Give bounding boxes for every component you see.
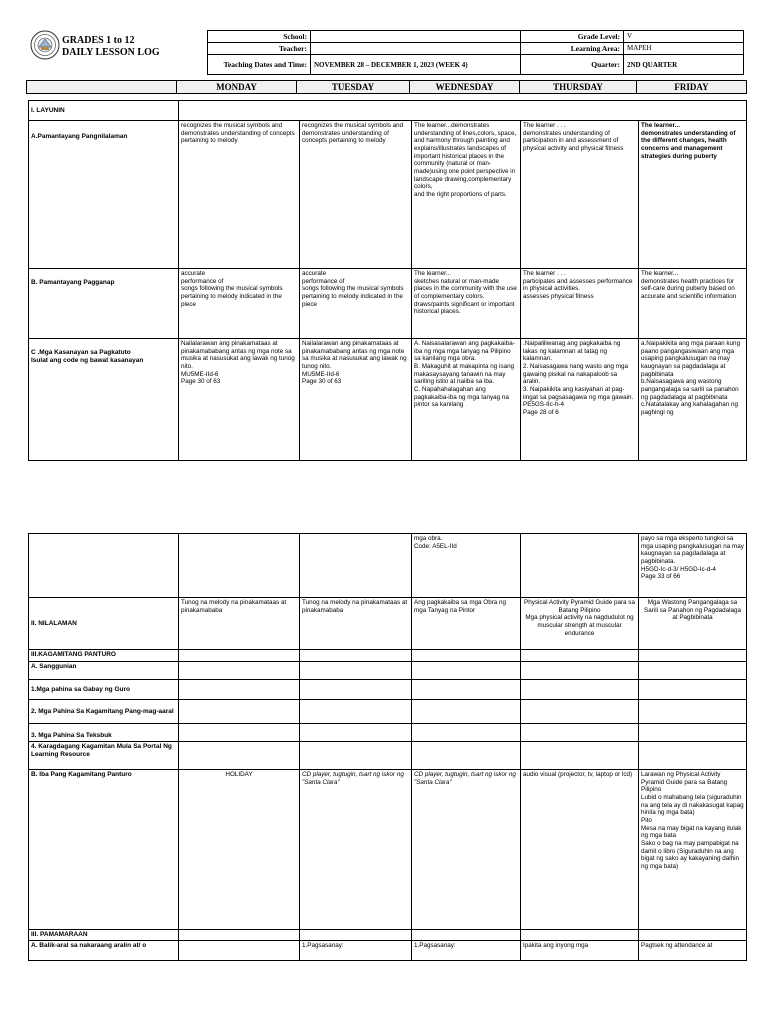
quarter-label: Quarter:: [521, 55, 624, 75]
pamamaraan-thursday: [521, 930, 639, 941]
kagamitan-thursday: [521, 650, 639, 662]
pangmag-thursday: [521, 700, 639, 724]
teacher-label: Teacher:: [208, 43, 311, 55]
kasanayan-wednesday: A. Naisasalarawan ang pagkakaiba-iba ng mga mga tanyag na Pilipino sa kanilang mga obra. B. Makaguhit at makapinta ng isang makasaysayang tanawin na may sariling istilo at naiiba sa iba. C. Napahahalagahan ang pagkakaiba-iba ng mga tanyag na pintor sa kanilang: [412, 339, 521, 461]
continued-wednesday: mga obra. Code: A5EL-IId: [412, 534, 521, 598]
pagganap-friday: The learner... demonstrates health practices for self-care during puberty based on accurate and scientific information: [639, 269, 747, 339]
pangnilalaman-thursday: The learner . . . demonstrates understanding of participation in and assessment of physical activity and physical fitness: [521, 121, 639, 269]
day-header-tuesday: TUESDAY: [297, 81, 410, 94]
gabay-friday: [639, 680, 747, 700]
sanggunian-label: A. Sanggunian: [29, 662, 179, 680]
layunin-label: I. LAYUNIN: [29, 101, 179, 121]
pagganap-tuesday: accurate performance of songs following the musical symbols pertaining to melody indicated in the piece: [300, 269, 412, 339]
day-header-thursday: THURSDAY: [520, 81, 637, 94]
header-info-table: [207, 30, 744, 75]
kasanayan-tuesday: Nailalarawan ang pinakamataas at pinakamababang antas ng mga note sa musika at nasusukat ang lawak ng tunog nito. MU5ME-IId-6 Page 30 of 63: [300, 339, 412, 461]
teksbuk-tuesday: [300, 724, 412, 742]
portal-friday: [639, 742, 747, 770]
teksbuk-friday: [639, 724, 747, 742]
title-line-2: DAILY LESSON LOG: [62, 47, 160, 58]
nilalaman-wednesday: Ang pagkakaiba sa mga Obra ng mga Tanyag na Pintor: [412, 598, 521, 650]
pangnilalaman-tuesday: recognizes the musical symbols and demonstrates understanding of concepts pertaining to melody: [300, 121, 412, 269]
balik-monday: [179, 940, 300, 960]
nilalaman-label: II. NILALAMAN: [29, 598, 179, 650]
kagamitan-friday: [639, 650, 747, 662]
portal-wednesday: [412, 742, 521, 770]
pangmag-tuesday: [300, 700, 412, 724]
pamamaraan-tuesday: [300, 930, 412, 941]
pamantayang-pangnilalaman-label: A.Pamantayang Pangnilalaman: [29, 121, 179, 269]
iba-thursday: audio visual (projector, tv, laptop or lcd): [521, 770, 639, 930]
lesson-table-page1: [28, 100, 747, 461]
kagamitan-wednesday: [412, 650, 521, 662]
continued-label-cell: [29, 534, 179, 598]
grade-value: V: [624, 31, 744, 43]
continued-tuesday: [300, 534, 412, 598]
kagamitan-tuesday: [300, 650, 412, 662]
kasanayan-friday: a.Naipakikita ang mga paraan kung paano pangangasiwaan ang mga usaping pangkalusugan na may kaugnayan sa pagdadalaga at pagbibinata b.Naisasagawa ang wastong pangangalaga sa sarili sa panahon ng pagdadalaga at pagbibinata c.Natatalakay ang kahalagahan ng paghingi ng: [639, 339, 747, 461]
portal-tuesday: [300, 742, 412, 770]
continued-friday: payo sa mga eksperto tungkol sa mga usaping pangkalusugan na may kaugnayan sa pagdadalaga at pagbibinata. H5GD-Ic-d-3/ H5GD-Ic-d-4 Page 33 of 66: [639, 534, 747, 598]
pagganap-thursday: The learner . . . participates and assesses performance in physical activities. assesses physical fitness: [521, 269, 639, 339]
gabay-tuesday: [300, 680, 412, 700]
pangmag-monday: [179, 700, 300, 724]
learning-area-label: Learning Area:: [521, 43, 624, 55]
nilalaman-tuesday: Tunog na melody na pinakamataas at pinakamababa: [300, 598, 412, 650]
sanggunian-friday: [639, 662, 747, 680]
pangnilalaman-friday: The learner... demonstrates understanding of the different changes, health concerns and management strategies during puberty: [639, 121, 747, 269]
layunin-span-cell: [179, 101, 747, 121]
teaching-dates-label: Teaching Dates and Time:: [208, 55, 311, 75]
sanggunian-monday: [179, 662, 300, 680]
kagamitang-panturo-label: III.KAGAMITANG PANTURO: [29, 650, 179, 662]
portal-monday: [179, 742, 300, 770]
iba-pang-kagamitan-label: B. Iba Pang Kagamitang Panturo: [29, 770, 179, 930]
pangmag-friday: [639, 700, 747, 724]
teaching-dates-value: NOVEMBER 28 – DECEMBER 1, 2023 (WEEK 4): [311, 55, 521, 75]
balik-aral-label: A. Balik-aral sa nakaraang aralin at/ o: [29, 940, 179, 960]
day-header-blank: [27, 81, 177, 94]
continued-thursday: [521, 534, 639, 598]
deped-seal-logo: [30, 30, 60, 60]
nilalaman-friday: Mga Wastong Pangangalaga sa Sarili sa Panahon ng Pagdadalaga at Pagbibinata: [639, 598, 747, 650]
iba-monday-holiday: HOLIDAY: [179, 770, 300, 930]
title-line-1: GRADES 1 to 12: [62, 35, 135, 46]
continued-monday: [179, 534, 300, 598]
teksbuk-thursday: [521, 724, 639, 742]
day-header-wednesday: WEDNESDAY: [410, 81, 520, 94]
portal-thursday: [521, 742, 639, 770]
kasanayan-thursday: .Naipaliliwanag ang pagkakaiba ng lakas ng kalamnan at tatag ng kalamnan. 2. Naisasagawa nang wasto ang mga gawaing pisikal na nakapaloob sa aralin. 3. Naipakikita ang kasiyahan at pag-iingat sa pagsasagawa ng mga gawain. PE5GS-IIc-h-4 Page 28 of 6: [521, 339, 639, 461]
pamamaraan-friday: [639, 930, 747, 941]
pangmag-wednesday: [412, 700, 521, 724]
kagamitan-monday: [179, 650, 300, 662]
gabay-ng-guro-label: 1.Mga pahina sa Gabay ng Guro: [29, 680, 179, 700]
kagamitang-pang-mag-aaral-label: 2. Mga Pahina Sa Kagamitang Pang-mag-aaral: [29, 700, 179, 724]
mga-kasanayan-label: C .Mga Kasanayan sa Pagkatuto Isulat ang code ng bawat kasanayan: [29, 339, 179, 461]
day-header-row: [26, 80, 747, 94]
balik-tuesday: 1.Pagsasanay:: [300, 940, 412, 960]
gabay-monday: [179, 680, 300, 700]
gabay-wednesday: [412, 680, 521, 700]
iba-wednesday: CD player, tugtugin, tsart ng iskor ng "Santa Clara": [412, 770, 521, 930]
nilalaman-monday: Tunog na melody na pinakamataas at pinakamababa: [179, 598, 300, 650]
balik-friday: Pagtsek ng attendance at: [639, 940, 747, 960]
day-header-monday: MONDAY: [177, 81, 297, 94]
balik-thursday: Ipakita ang inyong mga: [521, 940, 639, 960]
pangnilalaman-monday: recognizes the musical symbols and demonstrates understanding of concepts pertaining to melody: [179, 121, 300, 269]
portal-learning-resource-label: 4. Karagdagang Kagamitan Mula Sa Portal Ng Learning Resource: [29, 742, 179, 770]
quarter-value: 2ND QUARTER: [624, 55, 744, 75]
learning-area-value: MAPEH: [624, 43, 744, 55]
teacher-value: [311, 43, 521, 55]
school-label: School:: [208, 31, 311, 43]
kasanayan-monday: Nailalarawan ang pinakamataas at pinakamababang antas ng mga note sa musika at nasusukat ang lawak ng tunog nito. MU5ME-IId-6 Page 30 of 63: [179, 339, 300, 461]
lesson-table-page2: [28, 533, 747, 961]
sanggunian-wednesday: [412, 662, 521, 680]
balik-wednesday: 1.Pagsasanay:: [412, 940, 521, 960]
iba-tuesday: CD player, tugtugin, tsart ng iskor ng "Santa Clara": [300, 770, 412, 930]
teksbuk-wednesday: [412, 724, 521, 742]
day-header-friday: FRIDAY: [637, 81, 747, 94]
pamamaraan-wednesday: [412, 930, 521, 941]
school-value: [311, 31, 521, 43]
sanggunian-tuesday: [300, 662, 412, 680]
pamamaraan-monday: [179, 930, 300, 941]
pagganap-wednesday: The learner... sketches natural or man-made places in the community with the use of complementary colors. draws/paints significant or important historical places.: [412, 269, 521, 339]
teksbuk-monday: [179, 724, 300, 742]
pamamaraan-label: III. PAMAMARAAN: [29, 930, 179, 941]
pangnilalaman-wednesday: The learner...demonstrates understanding of lines,colors, space, and harmony through painting and explains/illustrates landscapes of important historical places in the community (natural or man-made)using one point perspective in landscape drawing,complementary colors, and the right proportions of parts.: [412, 121, 521, 269]
grade-label: Grade Level:: [521, 31, 624, 43]
iba-friday: Larawan ng Physical Activity Pyramid Guide para sa Batang Pilipino Lubid o mahabang tela (siguraduhin na ang tela ay di nakakasugat kapag hinila ng mga bata) Pito Mesa na may bigat na kayang itulak ng mga bata Sako o bag na may pampabigat na damit o libro (Siguraduhin na ang bigat ng sako ay kakayaning dalhin ng mga bata): [639, 770, 747, 930]
sanggunian-thursday: [521, 662, 639, 680]
teksbuk-label: 3. Mga Pahina Sa Teksbuk: [29, 724, 179, 742]
pagganap-monday: accurate performance of songs following the musical symbols pertaining to melody indicated in the piece: [179, 269, 300, 339]
nilalaman-thursday: Physical Activity Pyramid Guide para sa Batang Pilipino Mga physical activity na nagdudulot ng muscular strength at muscular endurance: [521, 598, 639, 650]
pamantayang-pagganap-label: B. Pamantayang Pagganap: [29, 269, 179, 339]
gabay-thursday: [521, 680, 639, 700]
